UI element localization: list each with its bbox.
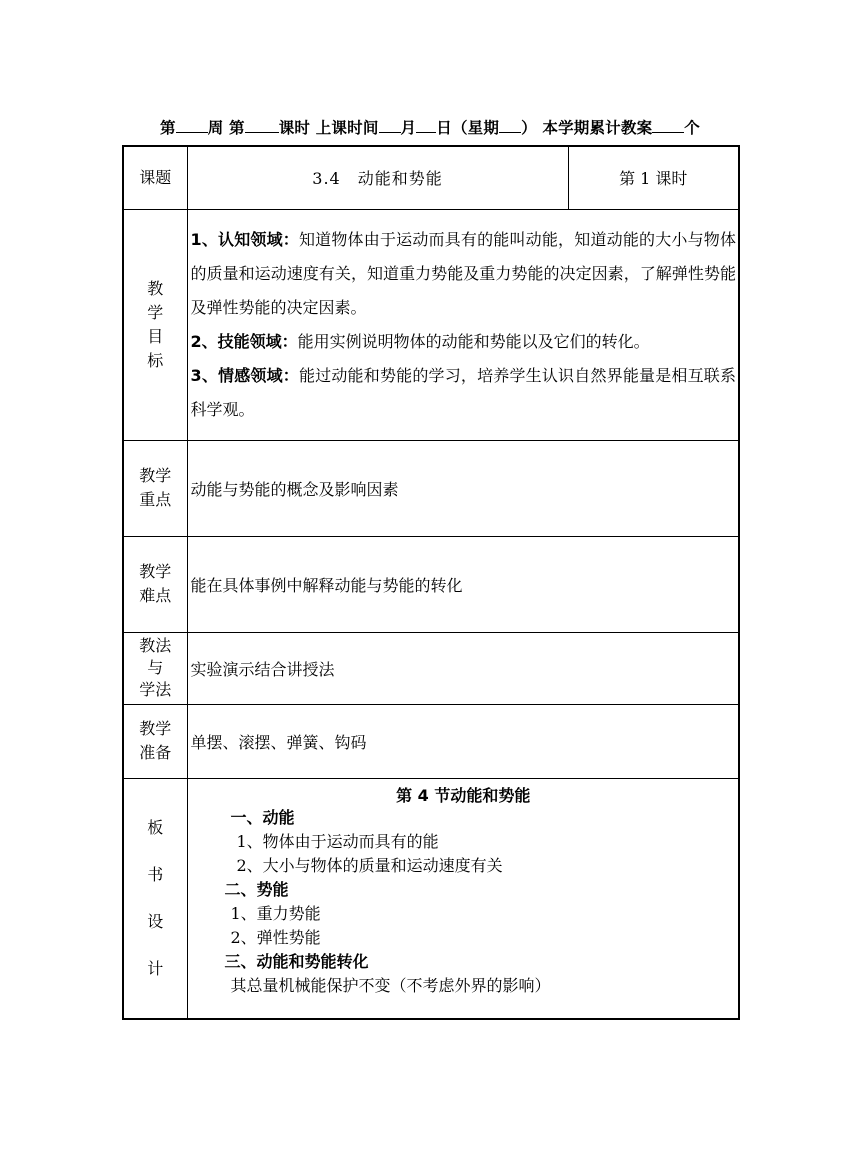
weekday-blank — [499, 118, 521, 133]
board-title: 第 4 节动能和势能 — [396, 785, 531, 805]
objective-item: 1、认知领域：知道物体由于运动而具有的能叫动能，知道动能的大小与物体的质量和运动速度有关，知道重力势能及重力势能的决定因素，了解弹性势能及弹性势能的决定因素。 — [190, 229, 736, 317]
month-blank — [379, 118, 401, 133]
day-label: 日（星期 — [436, 119, 500, 137]
board-design-row — [123, 778, 739, 1019]
month-label: 月 — [400, 119, 417, 137]
objective-item: 2、技能领域：能用实例说明物体的动能和势能以及它们的转化。 — [190, 331, 650, 351]
difficulty-label: 教学 难点 — [123, 536, 187, 632]
board-line: 二、势能 — [224, 879, 289, 899]
day-close: ） — [521, 119, 537, 137]
time-prefix: 上课时间 — [315, 119, 379, 137]
board-design-content — [187, 778, 739, 1019]
difficulty-value: 能在具体事例中解释动能与势能的转化 — [187, 536, 739, 632]
count-suffix: 个 — [684, 119, 700, 137]
board-line: 2、弹性势能 — [230, 927, 321, 947]
board-design-label: 板 书 设 计 — [123, 778, 187, 1019]
difficulty-row — [123, 536, 739, 632]
week-prefix: 第 — [160, 119, 176, 137]
key-points-row — [123, 440, 739, 536]
count-prefix: 本学期累计教案 — [542, 119, 653, 137]
topic-value: 3.4 动能和势能 — [187, 146, 568, 209]
board-lines — [191, 806, 737, 998]
key-points-label: 教学 重点 — [123, 440, 187, 536]
board-line: 1、物体由于运动而具有的能 — [236, 831, 439, 851]
board-line: 1、重力势能 — [230, 903, 321, 923]
objectives-label: 教 学 目 标 — [123, 209, 187, 440]
method-row — [123, 632, 739, 704]
method-value: 实验演示结合讲授法 — [187, 632, 739, 704]
period-suffix: 课时 — [278, 119, 311, 137]
board-line: 三、动能和势能转化 — [224, 951, 369, 971]
objective-item: 3、情感领域：能过动能和势能的学习，培养学生认识自然界能量是相互联系科学观。 — [190, 365, 736, 419]
board-line: 一、动能 — [230, 807, 295, 827]
period-blank — [245, 118, 279, 133]
prep-label: 教学 准备 — [123, 704, 187, 778]
prep-row — [123, 704, 739, 778]
key-points-value: 动能与势能的概念及影响因素 — [187, 440, 739, 536]
method-label: 教法 与 学法 — [123, 632, 187, 704]
count-blank — [652, 118, 684, 133]
prep-value: 单摆、滚摆、弹簧、钩码 — [187, 704, 739, 778]
week-suffix: 周 — [207, 119, 224, 137]
week-blank — [176, 118, 208, 133]
day-blank — [416, 118, 436, 133]
lesson-header — [122, 116, 738, 138]
objectives-content — [187, 209, 739, 440]
objectives-row — [123, 209, 739, 440]
lesson-plan-table — [122, 145, 740, 1020]
topic-label: 课题 — [123, 146, 187, 209]
board-line: 其总量机械能保护不变（不考虑外界的影响） — [230, 975, 551, 995]
board-line: 2、大小与物体的质量和运动速度有关 — [236, 855, 503, 875]
topic-row — [123, 146, 739, 209]
lesson-number: 第 1 课时 — [568, 146, 739, 209]
period-prefix: 第 — [229, 119, 245, 137]
